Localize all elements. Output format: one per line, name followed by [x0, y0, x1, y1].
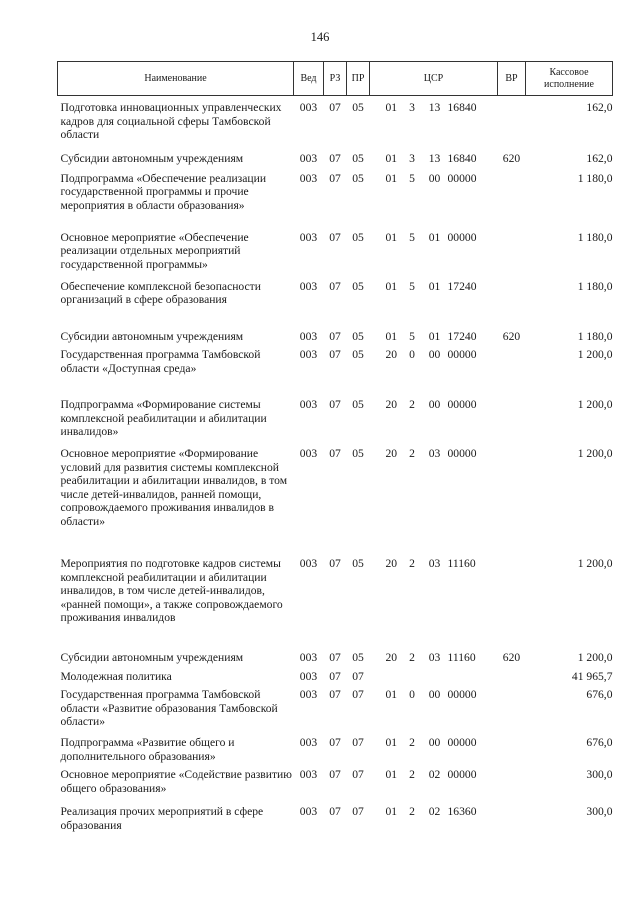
row-name: Субсидии автономным учреждениям	[60, 329, 244, 343]
csr-part-c1: 20	[385, 651, 398, 665]
row-vr	[498, 167, 526, 226]
row-csr	[370, 683, 498, 731]
row-rz: 07	[329, 447, 341, 461]
csr-part-c1: 01	[385, 768, 398, 782]
row-name: Государственная программа Тамбовской области «Доступная среда»	[60, 348, 261, 375]
csr-part-c3: 02	[428, 805, 441, 819]
row-amount: 676,0	[586, 688, 613, 702]
csr-part-c3: 03	[428, 447, 441, 461]
table-row	[58, 646, 613, 665]
row-amount: 1 200,0	[577, 398, 613, 412]
row-csr	[370, 442, 498, 552]
table-row	[58, 763, 613, 800]
table-row	[58, 147, 613, 167]
row-csr	[370, 393, 498, 442]
header-ved: Вед	[294, 62, 324, 96]
row-rz: 07	[329, 736, 341, 750]
csr-part-c4: 00000	[447, 768, 477, 782]
table-header-row	[58, 62, 613, 96]
row-amount: 1 180,0	[577, 171, 613, 185]
table-row	[58, 800, 613, 834]
row-csr	[370, 96, 498, 147]
header-pr: ПР	[347, 62, 370, 96]
row-vr	[498, 763, 526, 800]
budget-table	[57, 61, 613, 834]
csr-part-c3: 01	[428, 329, 441, 343]
row-amount: 1 200,0	[577, 447, 613, 461]
row-pr: 05	[352, 171, 364, 185]
row-ved: 003	[299, 736, 318, 750]
row-csr	[370, 552, 498, 646]
row-pr: 05	[352, 398, 364, 412]
row-rz: 07	[329, 329, 341, 343]
csr-part-c4: 00000	[447, 688, 477, 702]
csr-part-c3: 13	[428, 151, 441, 165]
row-pr: 07	[352, 669, 364, 683]
csr-part-c3: 13	[428, 101, 441, 114]
csr-part-c1: 20	[385, 447, 398, 461]
csr-part-c2: 2	[409, 736, 415, 750]
csr-part-c3: 00	[428, 171, 441, 185]
table-row	[58, 731, 613, 763]
csr-part-c3: 00	[428, 688, 441, 702]
csr-part-c2: 2	[409, 651, 415, 665]
csr-part-c3: 03	[428, 651, 441, 665]
row-rz: 07	[329, 398, 341, 412]
row-rz: 07	[329, 230, 341, 244]
table-row	[58, 683, 613, 731]
csr-part-c2: 0	[409, 688, 415, 702]
csr-part-c3: 00	[428, 736, 441, 750]
row-pr: 07	[352, 736, 364, 750]
table-row	[58, 442, 613, 552]
csr-part-c3: 02	[428, 768, 441, 782]
csr-part-c3: 01	[428, 279, 441, 293]
csr-part-c1: 01	[385, 171, 398, 185]
row-rz: 07	[329, 348, 341, 362]
row-vr	[498, 96, 526, 147]
csr-part-c2: 5	[409, 171, 415, 185]
row-vr	[498, 442, 526, 552]
row-ved: 003	[299, 348, 318, 362]
row-csr	[370, 800, 498, 834]
csr-part-c4: 00000	[447, 171, 477, 185]
table-row	[58, 275, 613, 325]
row-ved: 003	[299, 768, 318, 782]
row-rz: 07	[329, 279, 341, 293]
row-ved: 003	[299, 688, 318, 702]
row-vr	[498, 665, 526, 684]
header-vr: ВР	[498, 62, 526, 96]
row-name: Основное мероприятие «Формирование условий для развития системы комплексной реабилитации и абилитации инвалидов, в том числе детей-инвалидов, ранней помощи, сопровождаемого проживания инвалидов в области»	[60, 447, 288, 529]
row-vr: 620	[502, 329, 521, 343]
row-vr	[498, 226, 526, 275]
csr-part-c2: 2	[409, 768, 415, 782]
row-name: Государственная программа Тамбовской области «Развитие образования Тамбовской области»	[60, 688, 278, 729]
row-pr: 07	[352, 688, 364, 702]
row-pr: 05	[352, 101, 364, 114]
row-vr	[498, 683, 526, 731]
row-amount: 1 200,0	[577, 557, 613, 571]
row-rz: 07	[329, 171, 341, 185]
csr-part-c1: 01	[385, 101, 398, 114]
row-vr: 620	[502, 151, 521, 165]
row-vr	[498, 343, 526, 393]
row-name: Реализация прочих мероприятий в сфере образования	[60, 805, 264, 833]
row-vr	[498, 800, 526, 834]
csr-part-c1: 20	[385, 398, 398, 412]
row-csr	[370, 731, 498, 763]
row-pr: 05	[352, 151, 364, 165]
csr-part-c4: 16360	[447, 805, 477, 819]
row-csr	[370, 325, 498, 344]
header-csr: ЦСР	[370, 62, 498, 96]
csr-part-c3: 00	[428, 348, 441, 362]
csr-part-c4: 16840	[447, 151, 477, 165]
row-vr	[498, 552, 526, 646]
csr-part-c2: 2	[409, 557, 415, 571]
csr-part-c2: 2	[409, 398, 415, 412]
row-csr	[370, 275, 498, 325]
row-csr	[370, 763, 498, 800]
row-amount: 1 200,0	[577, 348, 613, 362]
csr-part-c4: 16840	[447, 101, 477, 114]
csr-part-c4: 17240	[447, 279, 477, 293]
csr-part-c4: 11160	[447, 651, 476, 665]
row-rz: 07	[329, 805, 341, 819]
row-vr	[498, 731, 526, 763]
row-csr	[370, 147, 498, 167]
csr-part-c4: 11160	[447, 557, 476, 571]
csr-part-c3: 00	[428, 398, 441, 412]
table-row	[58, 343, 613, 393]
row-vr: 620	[502, 651, 521, 665]
csr-part-c1: 01	[385, 230, 398, 244]
row-vr	[498, 275, 526, 325]
row-csr	[370, 343, 498, 393]
row-amount: 300,0	[586, 805, 613, 819]
header-rz: РЗ	[324, 62, 347, 96]
row-pr: 07	[352, 805, 364, 819]
table-row	[58, 325, 613, 344]
row-name: Молодежная политика	[60, 669, 172, 683]
row-pr: 07	[352, 768, 364, 782]
csr-part-c1: 01	[385, 736, 398, 750]
page-number: 146	[310, 30, 330, 44]
row-name: Подпрограмма «Обеспечение реализации государственной программы и прочие мероприятия в области образования»	[60, 171, 267, 212]
row-pr: 05	[352, 651, 364, 665]
row-ved: 003	[299, 101, 318, 114]
csr-part-c1: 01	[385, 688, 398, 702]
table-row	[58, 226, 613, 275]
table-row	[58, 96, 613, 147]
csr-part-c4: 00000	[447, 398, 477, 412]
csr-part-c3: 01	[428, 230, 441, 244]
row-name: Подпрограмма «Развитие общего и дополнительного образования»	[60, 736, 235, 763]
row-ved: 003	[299, 447, 318, 461]
row-pr: 05	[352, 348, 364, 362]
csr-part-c1: 20	[385, 557, 398, 571]
row-rz: 07	[329, 669, 341, 683]
header-name: Наименование	[58, 62, 294, 96]
csr-part-c2: 3	[409, 151, 415, 165]
csr-part-c2: 5	[409, 329, 415, 343]
row-csr	[370, 167, 498, 226]
row-ved: 003	[299, 279, 318, 293]
row-ved: 003	[299, 557, 318, 571]
row-amount: 1 180,0	[577, 230, 613, 244]
row-ved: 003	[299, 669, 318, 683]
csr-part-c4: 00000	[447, 348, 477, 362]
csr-part-c4: 17240	[447, 329, 477, 343]
row-ved: 003	[299, 151, 318, 165]
row-amount: 676,0	[586, 736, 613, 750]
row-amount: 41 965,7	[571, 669, 613, 683]
csr-part-c2: 0	[409, 348, 415, 362]
csr-part-c3: 03	[428, 557, 441, 571]
csr-part-c2: 3	[409, 101, 415, 114]
row-amount: 300,0	[586, 768, 613, 782]
row-vr	[498, 393, 526, 442]
row-ved: 003	[299, 230, 318, 244]
row-rz: 07	[329, 151, 341, 165]
csr-part-c1: 01	[385, 805, 398, 819]
row-name: Подготовка инновационных управленческих кадров для социальной сферы Тамбовской области	[60, 101, 282, 142]
row-rz: 07	[329, 101, 341, 114]
csr-part-c1: 01	[385, 329, 398, 343]
row-rz: 07	[329, 768, 341, 782]
header-amount: Кассовое исполнение	[526, 62, 613, 96]
row-name: Подпрограмма «Формирование системы комплексной реабилитации и абилитации инвалидов»	[60, 398, 267, 439]
csr-part-c2: 2	[409, 447, 415, 461]
row-rz: 07	[329, 651, 341, 665]
row-ved: 003	[299, 398, 318, 412]
row-ved: 003	[299, 171, 318, 185]
row-amount: 1 200,0	[577, 651, 613, 665]
row-pr: 05	[352, 230, 364, 244]
table-row	[58, 552, 613, 646]
row-name: Основное мероприятие «Содействие развитию общего образования»	[60, 768, 292, 796]
row-name: Мероприятия по подготовке кадров системы комплексной реабилитации и абилитации инвалидов, в том числе детей-инвалидов, «ранней помощи», а также сопровождаемого проживания инвалидов	[60, 557, 283, 625]
csr-part-c2: 5	[409, 279, 415, 293]
row-amount: 1 180,0	[577, 329, 613, 343]
csr-part-c1: 20	[385, 348, 398, 362]
table-row	[58, 665, 613, 684]
row-amount: 162,0	[586, 151, 613, 165]
table-row	[58, 167, 613, 226]
row-rz: 07	[329, 557, 341, 571]
row-pr: 05	[352, 329, 364, 343]
row-pr: 05	[352, 557, 364, 571]
row-csr	[370, 226, 498, 275]
row-pr: 05	[352, 447, 364, 461]
row-ved: 003	[299, 651, 318, 665]
row-amount: 1 180,0	[577, 279, 613, 293]
row-csr	[370, 665, 498, 684]
row-name: Субсидии автономным учреждениям	[60, 151, 244, 165]
row-name: Обеспечение комплексной безопасности организаций в сфере образования	[60, 279, 261, 307]
row-amount: 162,0	[586, 101, 613, 114]
csr-part-c2: 5	[409, 230, 415, 244]
csr-part-c4: 00000	[447, 447, 477, 461]
row-name: Субсидии автономным учреждениям	[60, 651, 244, 665]
row-rz: 07	[329, 688, 341, 702]
row-csr	[370, 646, 498, 665]
table-row	[58, 393, 613, 442]
row-ved: 003	[299, 805, 318, 819]
row-ved: 003	[299, 329, 318, 343]
row-pr: 05	[352, 279, 364, 293]
csr-part-c4: 00000	[447, 736, 477, 750]
csr-part-c1: 01	[385, 279, 398, 293]
csr-part-c1: 01	[385, 151, 398, 165]
csr-part-c2: 2	[409, 805, 415, 819]
row-name: Основное мероприятие «Обеспечение реализации отдельных мероприятий государственной программы»	[60, 230, 249, 271]
csr-part-c4: 00000	[447, 230, 477, 244]
